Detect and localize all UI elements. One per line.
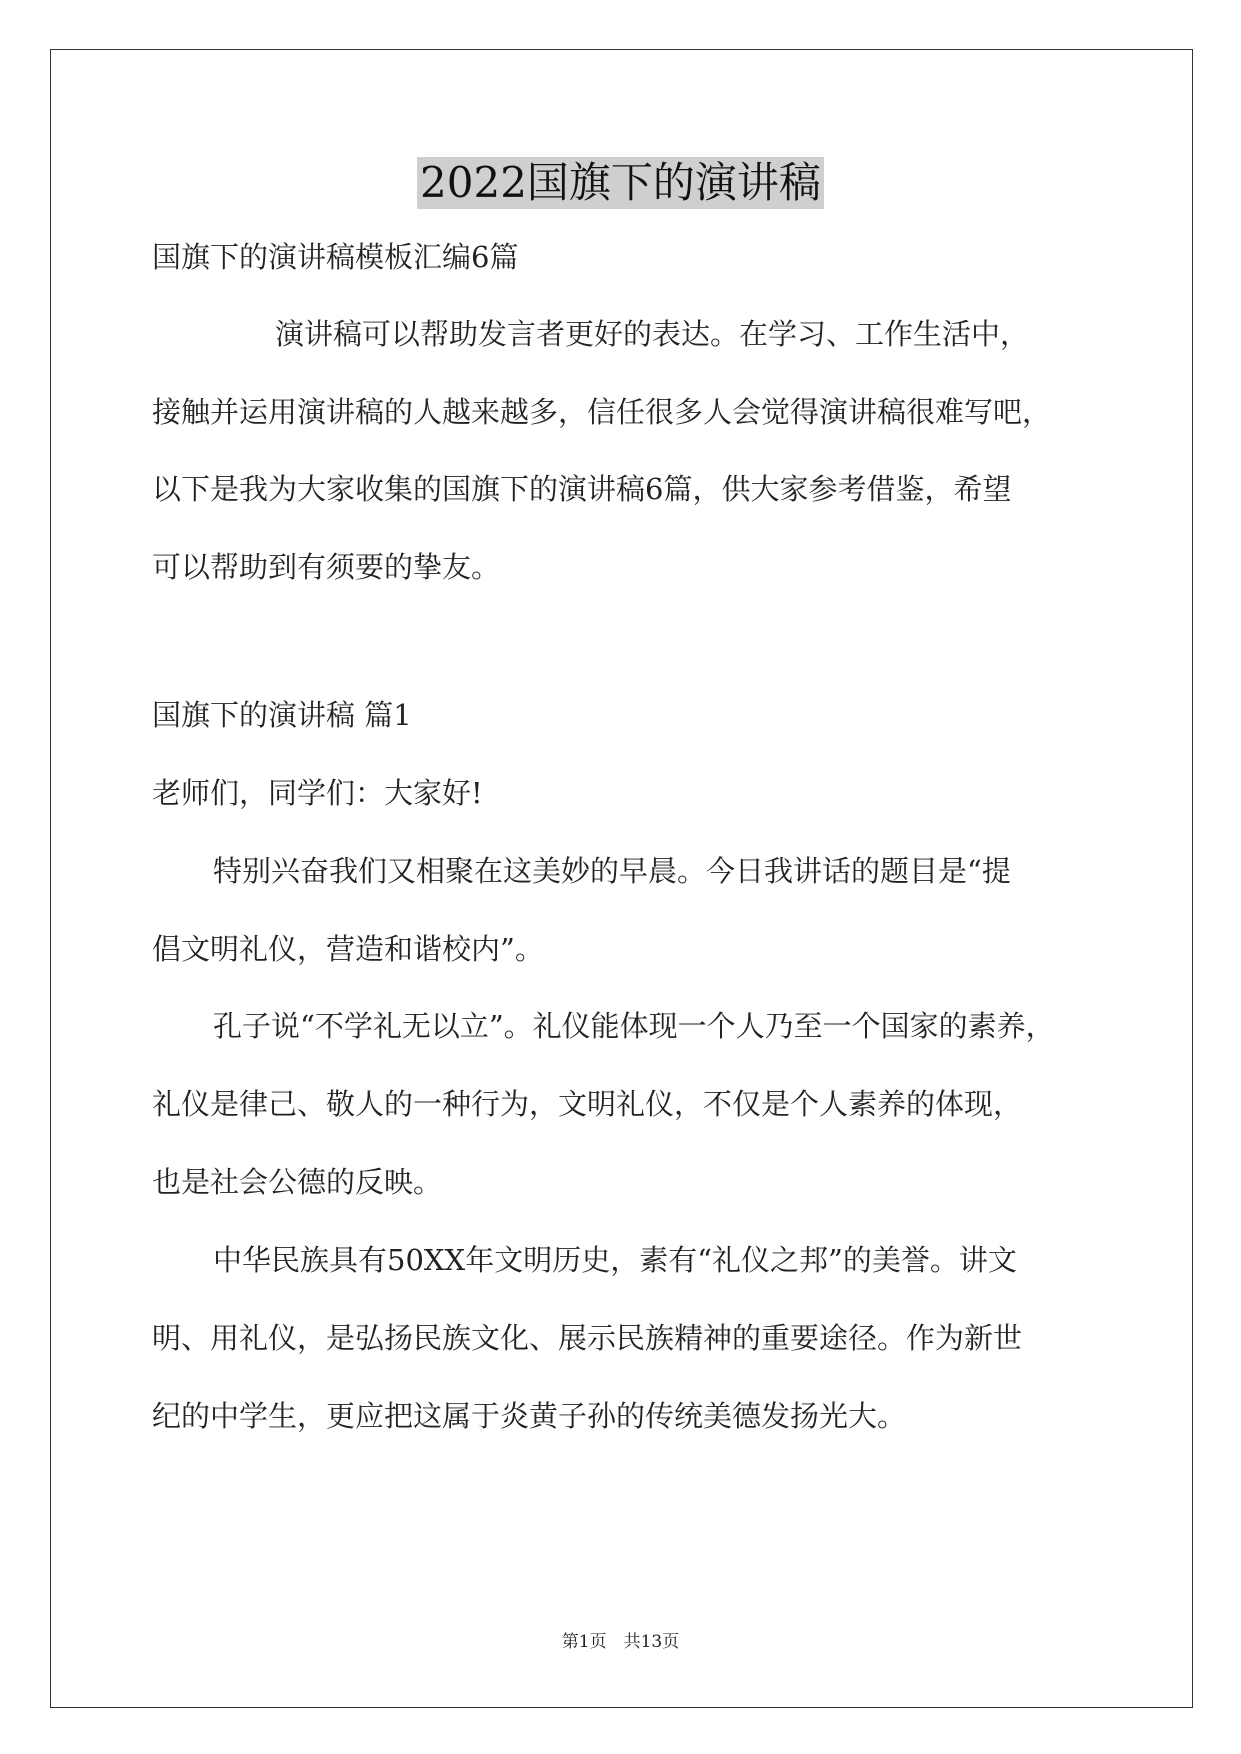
intro-line-3: 以下是我为大家收集的国旗下的演讲稿6篇，供大家参考借鉴，希望	[152, 472, 1012, 506]
paragraph2-line-2: 礼仪是律己、敬人的一种行为，文明礼仪，不仅是个人素养的体现，	[152, 1087, 1023, 1121]
paragraph1-line-2: 倡文明礼仪，营造和谐校内”。	[152, 932, 544, 966]
document-title: 2022国旗下的演讲稿	[417, 157, 824, 209]
page-footer: 第1页 共13页	[561, 1632, 680, 1652]
paragraph3-line-2: 明、用礼仪，是弘扬民族文化、展示民族精神的重要途径。作为新世	[152, 1321, 1023, 1355]
section-heading: 国旗下的演讲稿 篇1	[152, 698, 412, 732]
document-subtitle: 国旗下的演讲稿模板汇编6篇	[152, 240, 519, 274]
paragraph3-line-1: 中华民族具有50XX年文明历史，素有“礼仪之邦”的美誉。讲文	[213, 1243, 1017, 1277]
paragraph2-line-3: 也是社会公德的反映。	[152, 1165, 443, 1199]
intro-line-4: 可以帮助到有须要的挚友。	[152, 550, 501, 584]
greeting: 老师们，同学们：大家好!	[152, 776, 483, 810]
intro-line-2: 接触并运用演讲稿的人越来越多，信任很多人会觉得演讲稿很难写吧，	[152, 395, 1052, 429]
intro-line-1: 演讲稿可以帮助发言者更好的表达。在学习、工作生活中，	[275, 317, 1030, 351]
paragraph1-line-1: 特别兴奋我们又相聚在这美妙的早晨。今日我讲话的题目是“提	[213, 854, 1011, 888]
title-area	[0, 157, 1241, 209]
paragraph2-line-1: 孔子说“不学礼无以立”。礼仪能体现一个人乃至一个国家的素养，	[213, 1009, 1055, 1043]
paragraph3-line-3: 纪的中学生，更应把这属于炎黄子孙的传统美德发扬光大。	[152, 1399, 907, 1433]
